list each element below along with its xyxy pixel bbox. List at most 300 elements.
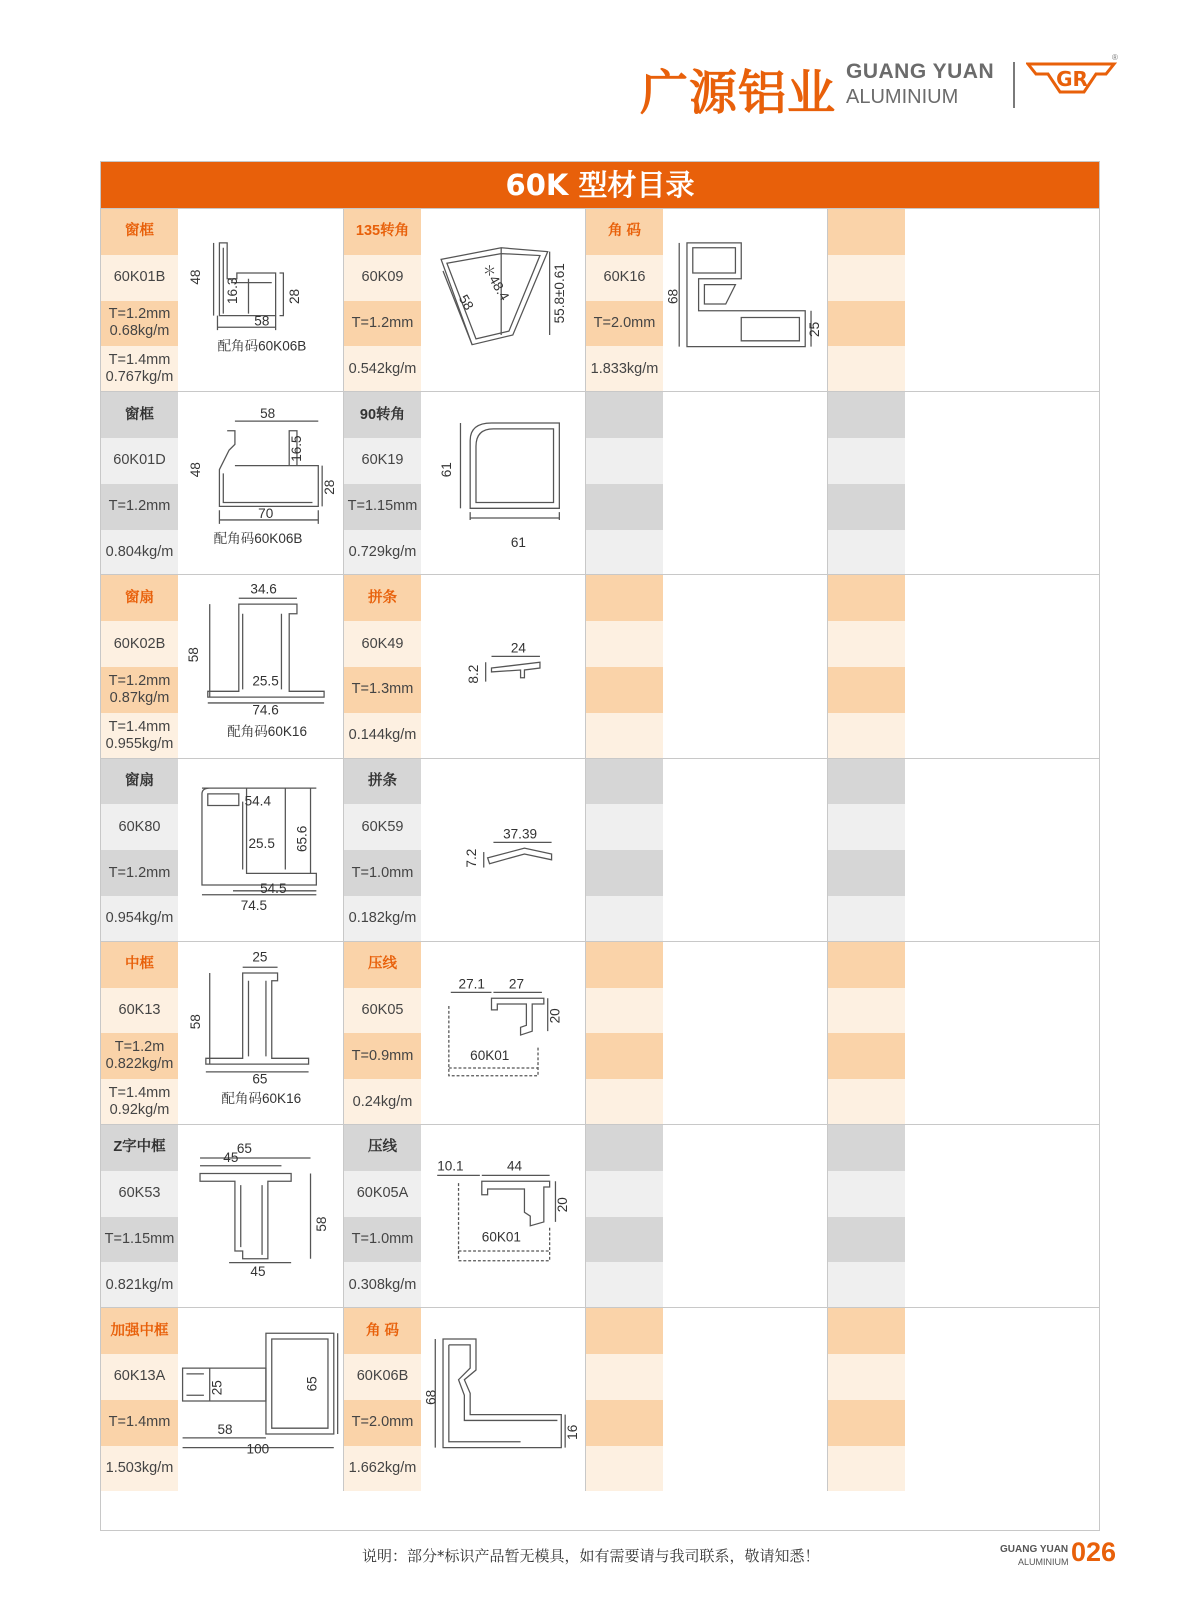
profile-name: [586, 759, 663, 805]
profile-code: 60K19: [344, 438, 421, 484]
dimension-label: 44: [507, 1158, 523, 1174]
profile-label-column: [586, 392, 663, 575]
svg-text:GR: GR: [1056, 67, 1088, 91]
footer-brand-line1: GUANG YUAN: [1000, 1544, 1069, 1555]
profile-code: 60K05: [344, 988, 421, 1034]
catalog-row: [101, 941, 1099, 1124]
dimension-label: 58: [254, 313, 270, 329]
profile-name: 窗扇: [101, 759, 178, 805]
profile-label-column: [586, 1125, 663, 1308]
profile-spec-2-line: 0.955kg/m: [105, 735, 174, 752]
profile-spec-2-line: 0.308kg/m: [348, 1276, 417, 1293]
profile-label-column: [101, 392, 178, 575]
dimension-label: 58: [188, 1013, 204, 1030]
profile-name: 中框: [101, 942, 178, 988]
dimension-label: 58: [186, 647, 202, 663]
profile-spec-1-line: T=1.2mm: [108, 306, 171, 323]
brand-logo-icon: [1026, 52, 1118, 104]
profile-cross-section: [178, 575, 350, 758]
empty-cell: [585, 392, 827, 575]
profile-spec-2: [344, 1079, 421, 1125]
dimension-label: 24: [510, 640, 526, 656]
profile-name: [586, 575, 663, 621]
profile-spec-2: [828, 713, 905, 759]
profile-spec-2: [828, 1262, 905, 1308]
dimension-label: 74.5: [240, 897, 268, 913]
dimension-label: 65.6: [294, 825, 310, 852]
profile-spec-1-line: T=0.9mm: [351, 1047, 414, 1064]
profile-spec-1-line: T=1.15mm: [347, 498, 418, 515]
profile-spec-2: [344, 1446, 421, 1492]
profile-spec-2: [586, 1079, 663, 1125]
profile-spec-1: [344, 484, 421, 530]
drawing-note: 60K01: [481, 1229, 521, 1245]
profile-spec-1-line: T=2.0mm: [593, 314, 656, 331]
profile-drawing: [663, 209, 835, 392]
profile-spec-1: [828, 301, 905, 347]
profile-label-column: [586, 209, 663, 392]
catalog-row: [101, 758, 1099, 941]
empty-cell: [827, 759, 1099, 942]
brand-separator: [1013, 62, 1015, 108]
profile-code: [828, 1354, 905, 1400]
profile-spec-1-line: T=1.2mm: [108, 672, 171, 689]
profile-drawing: [178, 759, 350, 942]
dimension-label: 54.4: [244, 793, 271, 809]
profile-spec-2: [344, 713, 421, 759]
profile-label-column: [101, 942, 178, 1125]
profile-name: 90转角: [344, 392, 421, 438]
catalog-row: [101, 1124, 1099, 1307]
profile-drawing: [178, 942, 350, 1125]
profile-cell-60K19: [343, 392, 585, 575]
profile-cell-60K05: [343, 942, 585, 1125]
brand-english-line2: ALUMINIUM: [846, 86, 959, 108]
dimension-label: 25: [252, 949, 268, 965]
profile-name: 加强中框: [101, 1308, 178, 1354]
dimension-label: 27.1: [458, 976, 485, 992]
empty-cell: [827, 575, 1099, 758]
profile-spec-2: [344, 896, 421, 942]
profile-code: 60K13A: [101, 1354, 178, 1400]
profile-spec-2: [828, 530, 905, 576]
dimension-label: 37.39: [503, 826, 538, 842]
profile-spec-1: [828, 1400, 905, 1446]
profile-spec-2: [101, 530, 178, 576]
profile-spec-1-line: T=1.2m: [114, 1039, 165, 1056]
dimension-label: 54.5: [260, 880, 287, 896]
page-number: 026: [1071, 1537, 1117, 1567]
profile-code: 60K06B: [344, 1354, 421, 1400]
profile-code: [586, 438, 663, 484]
profile-name: 135转角: [344, 209, 421, 255]
dimension-label: 70: [258, 506, 274, 522]
empty-cell: [585, 942, 827, 1125]
profile-code: 60K53: [101, 1171, 178, 1217]
profile-spec-1-line: T=1.2mm: [108, 864, 171, 881]
profile-code: 60K05A: [344, 1171, 421, 1217]
profile-name: [828, 942, 905, 988]
profile-spec-2-line: 0.24kg/m: [352, 1093, 413, 1110]
profile-label-column: [586, 1308, 663, 1491]
profile-name: [828, 392, 905, 438]
dimension-label: 55.8±0.61: [552, 263, 568, 324]
profile-cross-section: [178, 942, 350, 1125]
dimension-label: 25.5: [252, 673, 279, 689]
profile-drawing: [178, 209, 350, 392]
profile-drawing: [421, 1308, 593, 1491]
dimension-label: 61: [510, 535, 526, 551]
profile-spec-2: [586, 713, 663, 759]
profile-cross-section: [421, 392, 593, 575]
profile-cross-section: [421, 209, 593, 392]
profile-spec-1: [344, 1217, 421, 1263]
dimension-label: 48: [188, 269, 204, 285]
empty-cell: [827, 209, 1099, 392]
dimension-label: 58: [314, 1216, 330, 1232]
profile-spec-2-line: 1.503kg/m: [105, 1459, 174, 1476]
profile-cross-section: [178, 759, 350, 942]
profile-label-column: [101, 575, 178, 758]
profile-spec-2-line: 0.804kg/m: [105, 543, 174, 560]
profile-drawing: [178, 1125, 350, 1308]
profile-spec-1-line: T=1.3mm: [351, 681, 414, 698]
profile-spec-2: [828, 1079, 905, 1125]
profile-spec-1: [828, 1217, 905, 1263]
profile-name: 拼条: [344, 575, 421, 621]
profile-spec-2-line: 1.662kg/m: [348, 1459, 417, 1476]
profile-spec-1: [344, 301, 421, 347]
empty-cell: [585, 1308, 827, 1491]
profile-spec-1: [828, 850, 905, 896]
profile-drawing: [421, 759, 593, 942]
profile-code: [828, 621, 905, 667]
profile-cross-section: [421, 1308, 593, 1491]
profile-spec-1: [586, 301, 663, 347]
profile-spec-2-line: T=1.4mm: [108, 718, 171, 735]
profile-spec-2-line: 0.821kg/m: [105, 1276, 174, 1293]
profile-cell-60K80: [101, 759, 343, 942]
profile-spec-1: [586, 850, 663, 896]
profile-label-column: [344, 1125, 421, 1308]
profile-spec-2: [101, 346, 178, 392]
brand-english-line1: GUANG YUAN: [846, 60, 995, 83]
profile-label-column: [828, 392, 905, 575]
profile-cell-60K13A: [101, 1308, 343, 1491]
profile-spec-2-line: 0.954kg/m: [105, 910, 174, 927]
profile-spec-1: [101, 667, 178, 713]
dimension-label: 65: [304, 1376, 320, 1392]
catalog-row: [101, 574, 1099, 757]
profile-label-column: [101, 209, 178, 392]
profile-name: 窗扇: [101, 575, 178, 621]
dimension-label: 20: [547, 1008, 563, 1024]
profile-drawing: [421, 575, 593, 758]
dimension-label: 25: [806, 321, 822, 337]
profile-spec-1: [586, 1400, 663, 1446]
profile-spec-1: [344, 667, 421, 713]
profile-spec-1: [344, 1033, 421, 1079]
profile-label-column: [101, 1125, 178, 1308]
profile-name: 压线: [344, 942, 421, 988]
profile-code: [586, 804, 663, 850]
profile-code: 60K16: [586, 255, 663, 301]
dimension-label: 68: [665, 288, 681, 304]
profile-code: [828, 255, 905, 301]
profile-code: 60K09: [344, 255, 421, 301]
profile-spec-1: [101, 484, 178, 530]
svg-text:®: ®: [1112, 53, 1118, 62]
profile-spec-2-line: 0.182kg/m: [348, 910, 417, 927]
dimension-label: 16: [564, 1424, 580, 1441]
dimension-label: 45: [250, 1264, 266, 1280]
profile-spec-1: [586, 1033, 663, 1079]
profile-name: [586, 942, 663, 988]
profile-cell-60K01D: [101, 392, 343, 575]
profile-drawing: [421, 942, 593, 1125]
profile-cell-60K49: [343, 575, 585, 758]
profile-cross-section: [421, 942, 593, 1125]
profile-spec-1: [101, 850, 178, 896]
dimension-label: 58: [217, 1422, 233, 1438]
profile-name: 角 码: [586, 209, 663, 255]
profile-name: [828, 759, 905, 805]
profile-name: [828, 575, 905, 621]
profile-spec-1: [586, 667, 663, 713]
profile-spec-2-line: 0.144kg/m: [348, 727, 417, 744]
profile-name: 窗框: [101, 209, 178, 255]
profile-spec-2: [101, 713, 178, 759]
profile-name: 窗框: [101, 392, 178, 438]
profile-label-column: [586, 942, 663, 1125]
empty-cell: [827, 392, 1099, 575]
profile-label-column: [344, 392, 421, 575]
profile-spec-1: [586, 484, 663, 530]
profile-spec-2: [586, 1446, 663, 1492]
profile-spec-2: [344, 346, 421, 392]
profile-spec-2-line: 1.833kg/m: [590, 360, 659, 377]
dimension-label: 28: [286, 288, 302, 304]
empty-cell: [585, 1125, 827, 1308]
profile-label-column: [828, 759, 905, 942]
profile-cell-60K59: [343, 759, 585, 942]
profile-code: [586, 1354, 663, 1400]
profile-name: [586, 1308, 663, 1354]
profile-spec-1: [101, 1033, 178, 1079]
profile-spec-2: [828, 896, 905, 942]
dimension-label: 48: [188, 462, 204, 478]
profile-catalog: [100, 161, 1100, 1531]
profile-name: [586, 392, 663, 438]
drawing-note: 配角码60K16: [221, 1090, 302, 1106]
footer-brand-line2: ALUMINIUM: [1018, 1557, 1069, 1567]
profile-label-column: [828, 209, 905, 392]
profile-cross-section: [421, 759, 593, 942]
profile-spec-2: [344, 1262, 421, 1308]
profile-spec-2: [586, 1262, 663, 1308]
drawing-note: 配角码60K06B: [213, 531, 303, 547]
profile-cross-section: [178, 1308, 350, 1491]
dimension-label: 27: [508, 976, 525, 992]
profile-label-column: [344, 575, 421, 758]
dimension-label: 7.2: [463, 848, 479, 868]
profile-cell-60K09: [343, 209, 585, 392]
empty-cell: [827, 942, 1099, 1125]
profile-drawing: [421, 392, 593, 575]
profile-spec-2-line: 0.767kg/m: [105, 369, 174, 386]
profile-spec-2: [101, 1446, 178, 1492]
profile-spec-1-line: 0.87kg/m: [109, 689, 170, 706]
profile-cell-60K06B: [343, 1308, 585, 1491]
footnote: 说明：部分*标识产品暂无模具，如有需要请与我司联系，敬请知悉！: [362, 1547, 820, 1565]
profile-spec-1: [586, 1217, 663, 1263]
profile-spec-2-line: 0.729kg/m: [348, 543, 417, 560]
empty-cell: [827, 1125, 1099, 1308]
profile-spec-1-line: T=1.15mm: [104, 1230, 175, 1247]
dimension-label: 68: [423, 1390, 439, 1406]
dimension-label: 58: [455, 292, 477, 313]
profile-label-column: [344, 209, 421, 392]
profile-label-column: [828, 1125, 905, 1308]
profile-cell-60K53: [101, 1125, 343, 1308]
profile-spec-2: [586, 896, 663, 942]
profile-label-column: [828, 942, 905, 1125]
profile-spec-1-line: T=1.2mm: [108, 498, 171, 515]
profile-spec-1: [828, 484, 905, 530]
profile-spec-2: [586, 346, 663, 392]
profile-spec-1: [828, 1033, 905, 1079]
profile-label-column: [344, 1308, 421, 1491]
profile-spec-2: [101, 1079, 178, 1125]
dimension-label: 25.5: [248, 835, 275, 851]
profile-code: 60K80: [101, 804, 178, 850]
profile-spec-1: [101, 1400, 178, 1446]
profile-spec-1-line: T=1.4mm: [108, 1414, 171, 1431]
profile-label-column: [101, 759, 178, 942]
dimension-label: 100: [246, 1441, 270, 1457]
profile-cross-section: [663, 209, 835, 392]
dimension-label: 58: [260, 406, 276, 422]
profile-drawing: [421, 209, 593, 392]
profile-label-column: [828, 575, 905, 758]
profile-cell-60K16: [585, 209, 827, 392]
dimension-label: 34.6: [250, 581, 277, 597]
dimension-label: 10.1: [437, 1158, 464, 1174]
profile-spec-1: [344, 1400, 421, 1446]
drawing-note: 60K01: [470, 1048, 510, 1064]
profile-cell-60K01B: [101, 209, 343, 392]
profile-label-column: [586, 575, 663, 758]
profile-spec-2: [828, 1446, 905, 1492]
brand-chinese-name: 广源铝业: [640, 65, 837, 121]
profile-cross-section: [178, 392, 350, 575]
profile-drawing: [178, 392, 350, 575]
profile-spec-1-line: 0.68kg/m: [109, 323, 170, 340]
profile-spec-1: [828, 667, 905, 713]
profile-cross-section: [421, 1125, 593, 1308]
profile-cell-60K02B: [101, 575, 343, 758]
profile-label-column: [344, 759, 421, 942]
profile-drawing: [421, 1125, 593, 1308]
catalog-row: [101, 391, 1099, 574]
dimension-label: 45: [223, 1149, 239, 1165]
empty-cell: [827, 1308, 1099, 1491]
profile-label-column: [828, 1308, 905, 1491]
drawing-note: 配角码60K16: [227, 724, 307, 740]
dimension-label: 65: [236, 1141, 252, 1157]
dimension-label: 28: [321, 479, 337, 495]
dimension-label: 65: [252, 1071, 268, 1087]
profile-spec-1-line: T=2.0mm: [351, 1414, 414, 1431]
profile-code: 60K59: [344, 804, 421, 850]
profile-name: Z字中框: [101, 1125, 178, 1171]
profile-spec-2-line: 0.542kg/m: [348, 360, 417, 377]
profile-spec-2-line: T=1.4mm: [108, 352, 171, 369]
profile-code: [828, 988, 905, 1034]
profile-spec-2: [101, 896, 178, 942]
dimension-label: 16.3: [224, 277, 240, 304]
profile-code: [828, 1171, 905, 1217]
profile-spec-1: [344, 850, 421, 896]
catalog-row: [101, 1307, 1099, 1490]
empty-cell: [585, 759, 827, 942]
dimension-label: 61: [438, 462, 454, 478]
profile-drawing: [178, 575, 350, 758]
profile-spec-2-line: 0.92kg/m: [109, 1102, 170, 1119]
profile-name: 压线: [344, 1125, 421, 1171]
profile-spec-2: [586, 530, 663, 576]
profile-code: 60K02B: [101, 621, 178, 667]
profile-label-column: [586, 759, 663, 942]
profile-code: 60K49: [344, 621, 421, 667]
profile-cross-section: [178, 1125, 350, 1308]
profile-code: 60K01D: [101, 438, 178, 484]
catalog-row: [101, 208, 1099, 391]
profile-cross-section: [421, 575, 593, 758]
brand-header: [640, 52, 1120, 121]
dimension-label: 8.2: [465, 665, 481, 684]
profile-code: [586, 988, 663, 1034]
profile-spec-2-line: T=1.4mm: [108, 1085, 171, 1102]
profile-spec-1-line: T=1.2mm: [351, 314, 414, 331]
profile-spec-1-line: T=1.0mm: [351, 864, 414, 881]
profile-code: 60K01B: [101, 255, 178, 301]
profile-spec-2: [101, 1262, 178, 1308]
empty-cell: [585, 575, 827, 758]
catalog-title: 60K 型材目录: [101, 162, 1099, 208]
profile-spec-2: [828, 346, 905, 392]
profile-cross-section: [178, 209, 350, 392]
profile-name: [586, 1125, 663, 1171]
profile-name: [828, 1308, 905, 1354]
profile-label-column: [101, 1308, 178, 1491]
profile-code: 60K13: [101, 988, 178, 1034]
dimension-label: 16.5: [288, 435, 304, 462]
profile-name: [828, 1125, 905, 1171]
profile-cell-60K13: [101, 942, 343, 1125]
profile-code: [828, 804, 905, 850]
profile-spec-1-line: T=1.0mm: [351, 1230, 414, 1247]
dimension-label: ＊48.4: [479, 261, 513, 304]
profile-label-column: [344, 942, 421, 1125]
profile-code: [586, 621, 663, 667]
profile-spec-2: [344, 530, 421, 576]
profile-name: [828, 209, 905, 255]
profile-spec-1: [101, 1217, 178, 1263]
dimension-label: 74.6: [252, 702, 279, 718]
profile-code: [828, 438, 905, 484]
profile-drawing: [178, 1308, 350, 1491]
